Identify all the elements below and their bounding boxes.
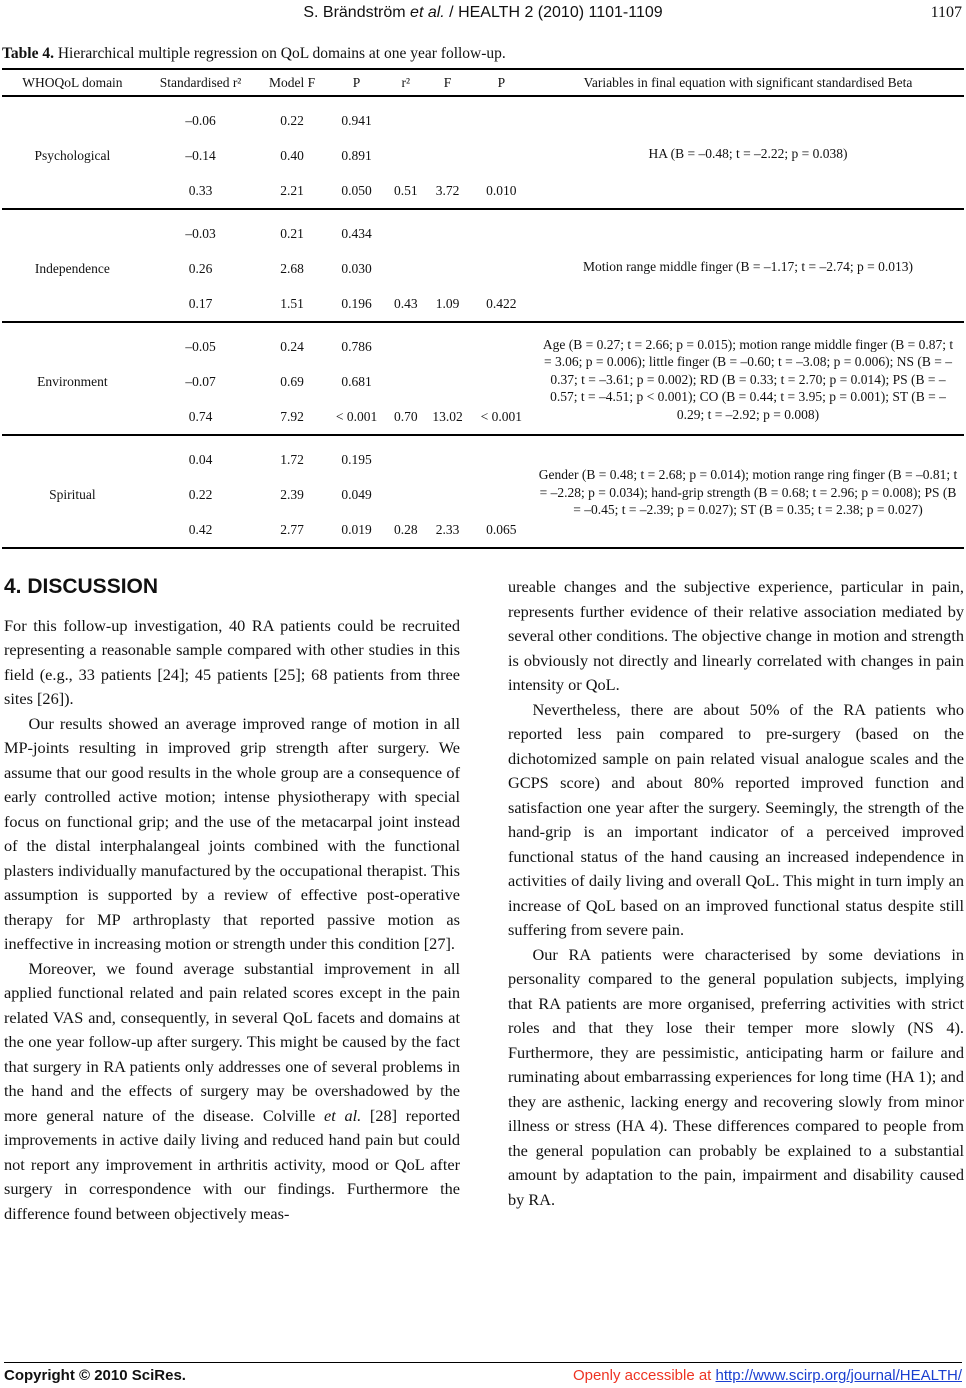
paragraph: Our results showed an average improved range of motion in all MP-joints resulting in improved grip strength after surgery. We assume that our good results in the whole group are a consequence of early controlled active motion; intense physiotherapy with special focus on functional grip; and the use of the metacarpal joint instead of the distal interphalangeal joints combined with the functional plasters individually manufactured by the occupational therapist. This assumption is supported by a review of effective post-operative therapy for MP arthroplasty that reported passive motion as ineffective in increasing motion or strength under this condition [27]. [4, 713, 460, 953]
value-cell: < 0.001 [326, 399, 387, 435]
value-cell [387, 138, 424, 173]
value-cell: 0.434 [341, 225, 372, 241]
value-cell: 2.77 [258, 512, 326, 548]
value-cell: 0.050 [326, 173, 387, 209]
value-cell [387, 209, 424, 251]
value-cell [471, 322, 532, 364]
section-heading: 4. DISCUSSION [4, 575, 159, 598]
column-header: Model F [258, 69, 326, 96]
value-cell: 0.030 [341, 260, 372, 276]
variables-cell: Motion range middle finger (B = –1.17; t = –2.74; p = 0.013) [532, 209, 964, 322]
value-cell: 2.68 [280, 260, 304, 276]
value-cell [387, 364, 424, 399]
table-header-row [2, 69, 964, 96]
column-header: r² [387, 69, 424, 96]
paragraph-text: [28] reported improvements in active daily living and reduced hand pain but could not report any improvement in arthritis activity, mood or QoL after surgery in correspondence with our findings. Furthermore the difference found between objectively meas- [4, 1105, 461, 1223]
table-row [2, 435, 964, 477]
page-number: 1107 [930, 4, 962, 21]
caption-text: Hierarchical multiple regression on QoL domains at one year follow-up. [53, 45, 506, 62]
journal-link[interactable]: http://www.scirp.org/journal/HEALTH/ [715, 1367, 962, 1384]
value-cell [387, 435, 424, 477]
value-cell: 0.04 [188, 451, 213, 467]
running-head-etal: et al. [410, 4, 445, 21]
value-cell [424, 322, 470, 364]
value-cell: 0.786 [341, 338, 372, 354]
column-header: WHOQoL domain [2, 69, 143, 96]
value-cell: –0.07 [185, 373, 216, 389]
value-cell [424, 364, 470, 399]
value-cell: 1.72 [280, 451, 304, 467]
value-cell: 0.42 [143, 512, 259, 548]
value-cell [387, 96, 424, 138]
value-cell [471, 138, 532, 173]
value-cell: 0.28 [387, 512, 424, 548]
column-header: Variables in final equation with significant standardised Beta [532, 69, 964, 96]
running-head [0, 4, 966, 22]
value-cell: 0.196 [326, 286, 387, 322]
value-cell [471, 251, 532, 286]
value-cell [471, 435, 532, 477]
value-cell: 2.39 [280, 486, 304, 502]
value-cell: < 0.001 [471, 399, 532, 435]
column-header: P [326, 69, 387, 96]
value-cell [387, 322, 424, 364]
paragraph: ureable changes and the subjective experience, particular in pain, represents further evidence of their relative association mediated by several other conditions. The objective change in motion and strength is obviously not directly and linearly correlated with changes in pain intensity or QoL. [508, 577, 964, 694]
running-head-authors: S. Brändström [303, 4, 411, 21]
value-cell: 1.51 [258, 286, 326, 322]
table-row [2, 322, 964, 364]
running-head-journal: / HEALTH 2 (2010) 1101-1109 [444, 4, 663, 21]
copyright: Copyright © 2010 SciRes. [4, 1367, 186, 1384]
variables-cell: Gender (B = 0.48; t = 2.68; p = 0.014); motion range ring finger (B = –0.81; t = –2.28; p = 0.034); hand-grip strength (B = 0.68; t = 2.96; p = 0.008); PS (B = –0.45; t = –2.39; p = 0.027); ST (B = 0.35; t = 2.38; p = 0.027) [532, 435, 964, 548]
value-cell: 0.17 [143, 286, 259, 322]
value-cell: 0.51 [387, 173, 424, 209]
caption-label: Table 4. [2, 45, 54, 62]
right-column [508, 575, 964, 1212]
value-cell: –0.05 [185, 338, 216, 354]
value-cell: 2.21 [258, 173, 326, 209]
value-cell [471, 477, 532, 512]
value-cell: 0.891 [341, 147, 372, 163]
value-cell [387, 251, 424, 286]
value-cell [387, 477, 424, 512]
paragraph-etal: et al. [324, 1105, 362, 1125]
value-cell: 0.681 [341, 373, 372, 389]
value-cell [471, 96, 532, 138]
value-cell: 0.26 [188, 260, 213, 276]
paragraph-text: Moreover, we found average substantial improvement in all applied functional related and pain related scores except in the pain related VAS and, consequently, in several QoL facets and domains at the one year follow-up after surgery. This might be caused by the fact that surgery in RA patients only addresses one of several problems in the hand and the effects of surgery may be overshadowed by the more general nature of the disease. Colville [4, 958, 460, 1125]
paragraph [4, 957, 460, 1227]
table-row [2, 96, 964, 138]
value-cell: 0.22 [280, 112, 304, 128]
table-row [2, 209, 964, 251]
table-caption [2, 45, 506, 63]
value-cell: 0.70 [387, 399, 424, 435]
value-cell: 13.02 [424, 399, 470, 435]
value-cell: 2.33 [424, 512, 470, 548]
paragraph: Nevertheless, there are about 50% of the RA patients who reported less pain compared to pre-surgery (based on the dichotomized sample on pain related visual analogue scales and the GCPS score) and about 80% reported improved function and satisfaction one year after the surgery. Seemingly, the strength of the hand-grip is an important indicator of a perceived improved functional status of the hand causing an increased independence in activities of daily living and overall QoL. This might in turn imply an increase of QoL based on an improved functional status despite still suffering from severe pain. [508, 699, 964, 939]
value-cell [424, 209, 470, 251]
value-cell: 0.21 [280, 225, 304, 241]
value-cell: 3.72 [424, 173, 470, 209]
value-cell: –0.03 [185, 225, 216, 241]
paragraph: Our RA patients were characterised by some deviations in personality compared to the general population subjects, implying that RA patients are more organised, preferring activities with strict roles and that they lose their temper more slowly (NS 4). Furthermore, they are pessimistic, anticipating harm or failure and ruminating about embarrassing experiences for long time (HA 1); and they are asthenic, lacking energy and recovering slowly from minor illness or stress (HA 4). These differences compared to people from the general population can probably be explained to a substantial amount by adaptation to the pain, impairment and disability caused by RA. [508, 944, 964, 1209]
value-cell [471, 364, 532, 399]
value-cell: –0.06 [185, 112, 216, 128]
open-access-note [573, 1367, 962, 1384]
value-cell: 0.74 [143, 399, 259, 435]
value-cell: 0.010 [471, 173, 532, 209]
table-body [2, 96, 964, 548]
value-cell: 0.195 [341, 451, 372, 467]
value-cell: 0.941 [341, 112, 372, 128]
footer [4, 1362, 962, 1384]
domain-cell: Spiritual [2, 435, 143, 548]
domain-cell: Independence [2, 209, 143, 322]
left-column [4, 565, 460, 1226]
value-cell [424, 435, 470, 477]
value-cell: 0.065 [471, 512, 532, 548]
regression-table [2, 68, 964, 549]
value-cell: 0.33 [143, 173, 259, 209]
value-cell: 1.09 [424, 286, 470, 322]
value-cell: 0.049 [341, 486, 372, 502]
value-cell [424, 138, 470, 173]
column-header: P [471, 69, 532, 96]
value-cell: 0.43 [387, 286, 424, 322]
value-cell: 0.40 [280, 147, 304, 163]
domain-cell: Environment [2, 322, 143, 435]
value-cell: 0.69 [280, 373, 304, 389]
paragraph: For this follow-up investigation, 40 RA patients could be recruited representing a reasonable sample compared with other studies in this field (e.g., 33 patients [24]; 45 patients [25]; 68 patients from three sites [26]). [4, 615, 460, 708]
value-cell [424, 477, 470, 512]
value-cell: 0.24 [280, 338, 304, 354]
domain-cell: Psychological [2, 96, 143, 209]
open-access-text: Openly accessible at [572, 1367, 716, 1384]
value-cell [471, 209, 532, 251]
variables-cell: Age (B = 0.27; t = 2.66; p = 0.015); motion range middle finger (B = 0.87; t = 3.06; p = 0.006); little finger (B = –0.60; t = –3.08; p = 0.006); NS (B = –0.37; t = –3.61; p = 0.002); RD (B = 0.33; t = 2.70; p = 0.014); PS (B = –0.57; t = –4.51; p < 0.001); CO (B = 0.44; t = 3.95; p = 0.001); ST (B = –0.29; t = –2.92; p = 0.008) [532, 322, 964, 435]
column-header: F [424, 69, 470, 96]
column-header: Standardised r² [143, 69, 259, 96]
value-cell: –0.14 [185, 147, 216, 163]
value-cell [424, 251, 470, 286]
variables-cell: HA (B = –0.48; t = –2.22; p = 0.038) [532, 96, 964, 209]
value-cell: 0.22 [188, 486, 213, 502]
value-cell: 7.92 [258, 399, 326, 435]
value-cell [424, 96, 470, 138]
value-cell: 0.422 [471, 286, 532, 322]
value-cell: 0.019 [326, 512, 387, 548]
